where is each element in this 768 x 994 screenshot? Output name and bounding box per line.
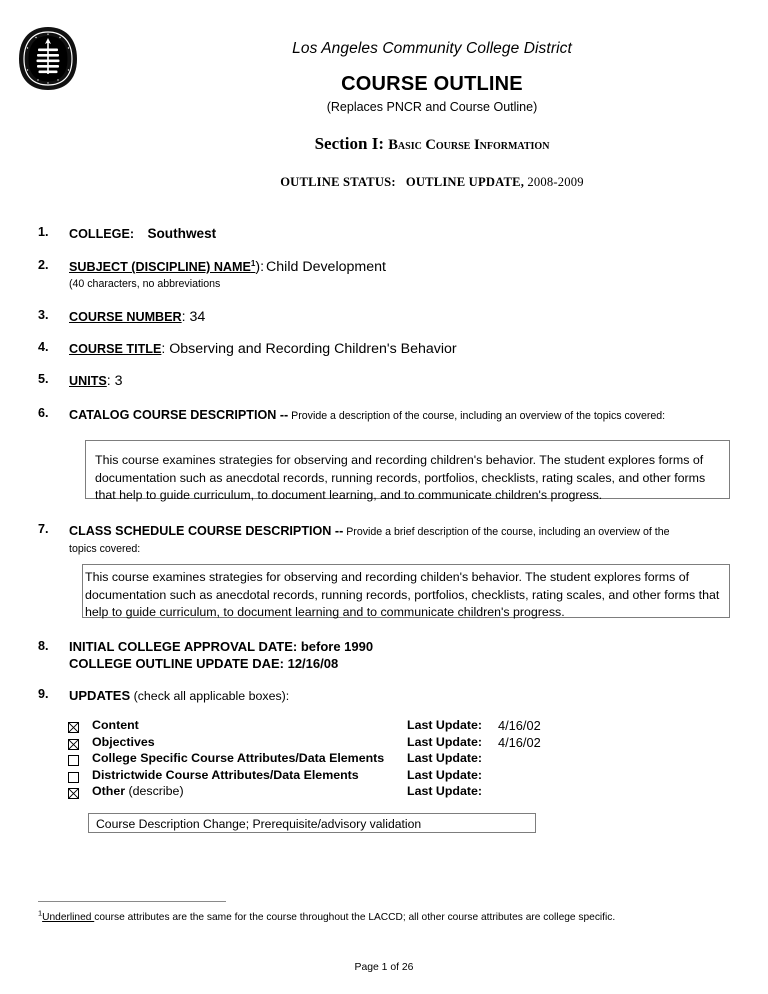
item-2-subject <box>38 258 738 290</box>
update-row-objectives[interactable] <box>68 735 668 752</box>
district-name: Los Angeles Community College District <box>292 40 572 57</box>
outline-status <box>96 175 768 190</box>
update-row-college-specific[interactable] <box>68 751 668 768</box>
update-label: Other (describe) <box>92 784 184 799</box>
checkbox-checked-icon[interactable] <box>68 737 79 748</box>
schedule-description-label: CLASS SCHEDULE COURSE DESCRIPTION -- <box>69 524 344 538</box>
subject-label: SUBJECT (DISCIPLINE) NAME$^1$ <box>69 258 256 274</box>
outline-update-date: COLLEGE OUTLINE UPDATE DAE: 12/16/08 <box>69 656 339 671</box>
section-heading <box>96 134 768 154</box>
course-title-value: Observing and Recording Children's Behavior <box>169 341 457 357</box>
last-update-label: Last Update: <box>407 718 483 732</box>
section-heading-title: Basic Course Information <box>388 137 550 153</box>
schedule-description-instruction: Provide a brief description of the course, including an overview of the <box>343 526 670 538</box>
course-number-value: 34 <box>189 309 206 325</box>
document-title: COURSE OUTLINE <box>341 73 523 95</box>
updates-instruction: (check all applicable boxes): <box>130 689 290 703</box>
schedule-description-box[interactable] <box>82 564 730 618</box>
updates-label: UPDATES <box>69 688 131 703</box>
item-9-updates <box>38 687 738 705</box>
outline-status-year: 2008-2009 <box>527 175 584 189</box>
item-4-course-title <box>38 340 738 358</box>
item-5-number: 5. <box>38 372 49 386</box>
item-8-number: 8. <box>38 639 49 653</box>
course-number-separator: : <box>181 309 190 325</box>
update-label: Districtwide Course Attributes/Data Elements <box>92 767 359 782</box>
checkbox-checked-icon[interactable] <box>68 786 79 797</box>
course-title-separator: : <box>161 341 170 357</box>
item-9-number: 9. <box>38 687 49 701</box>
update-row-districtwide[interactable] <box>68 768 668 785</box>
schedule-description-instruction-line2: topics covered: <box>69 543 141 555</box>
item-5-units <box>38 372 738 390</box>
item-2-number: 2. <box>38 258 49 272</box>
other-describe-box[interactable] <box>88 813 536 833</box>
update-label: Objectives <box>92 734 155 749</box>
update-label: Content <box>92 718 139 732</box>
footnote <box>38 908 728 924</box>
item-7-schedule-description <box>38 522 738 555</box>
footnote-underlined-word: Underlined <box>42 912 95 923</box>
item-1-number: 1. <box>38 225 49 239</box>
subject-footnote-marker: 1 <box>250 258 256 268</box>
catalog-description-label: CATALOG COURSE DESCRIPTION -- <box>69 408 289 422</box>
catalog-description-instruction: Provide a description of the course, including an overview of the topics covered: <box>288 410 666 422</box>
last-update-label: Last Update: <box>407 734 483 749</box>
units-value: 3 <box>114 373 123 389</box>
checkbox-checked-icon[interactable] <box>68 720 79 731</box>
course-number-label: COURSE NUMBER <box>69 310 182 324</box>
item-7-number: 7. <box>38 522 49 536</box>
footnote-text: course attributes are the same for the course throughout the LACCD; all other course attributes are college specific. <box>94 912 616 923</box>
updates-checkbox-list <box>68 718 668 801</box>
outline-status-value: OUTLINE UPDATE, <box>405 175 525 189</box>
item-6-number: 6. <box>38 406 49 420</box>
document-subtitle: (Replaces PNCR and Course Outline) <box>326 100 538 114</box>
schedule-description-text: This course examines strategies for observing and recording childen's behavior. The student explores forms of documentation such as anecdotal records, running records, portfolios, checklists, rating scales, and other forms that help to guide curriculum, to document learning and to communicate children's progress. <box>85 570 720 620</box>
last-update-label: Last Update: <box>407 751 483 766</box>
other-describe-text: Course Description Change; Prerequisite/advisory validation <box>96 817 422 831</box>
last-update-label: Last Update: <box>407 784 483 799</box>
subject-separator: ): <box>255 259 265 275</box>
catalog-description-box[interactable] <box>85 440 730 503</box>
item-1-college <box>38 225 738 243</box>
page-number: Page 1 of 26 <box>354 962 414 973</box>
footnote-separator <box>38 901 226 902</box>
item-3-course-number <box>38 308 738 326</box>
footnote-marker: 1 <box>38 908 43 918</box>
college-seal-logo <box>14 26 82 92</box>
item-4-number: 4. <box>38 340 49 354</box>
units-separator: : <box>106 373 115 389</box>
course-title-label: COURSE TITLE <box>69 342 162 356</box>
last-update-date: 4/16/02 <box>498 734 541 750</box>
college-value: Southwest <box>147 226 217 241</box>
update-row-other[interactable] <box>68 784 668 801</box>
catalog-description-text: This course examines strategies for observing and recording children's behavior. The student explores forms of documentation such as anecdotal records, running records, portfolios, checklists, rating scales, and other forms that help to guide curriculum, to document learning, and to communicate children's progress. <box>95 453 706 503</box>
subject-note: (40 characters, no abbreviations <box>69 278 221 290</box>
item-3-number: 3. <box>38 308 49 322</box>
subject-value: Child Development <box>266 259 386 275</box>
document-header <box>96 40 768 114</box>
college-label: COLLEGE: <box>69 227 135 241</box>
item-8-approval-dates <box>38 639 738 671</box>
last-update-date: 4/16/02 <box>498 718 541 733</box>
outline-status-label: OUTLINE STATUS: <box>280 175 396 189</box>
section-heading-prefix: Section I: <box>314 134 384 153</box>
initial-approval-date: INITIAL COLLEGE APPROVAL DATE: before 1990 <box>69 639 374 654</box>
last-update-label: Last Update: <box>407 767 483 782</box>
checkbox-unchecked-icon[interactable] <box>68 753 79 764</box>
update-label: College Specific Course Attributes/Data Elements <box>92 751 385 766</box>
units-label: UNITS <box>69 374 107 388</box>
checkbox-unchecked-icon[interactable] <box>68 770 79 781</box>
update-row-content[interactable] <box>68 718 668 735</box>
item-6-catalog-description <box>38 406 738 424</box>
